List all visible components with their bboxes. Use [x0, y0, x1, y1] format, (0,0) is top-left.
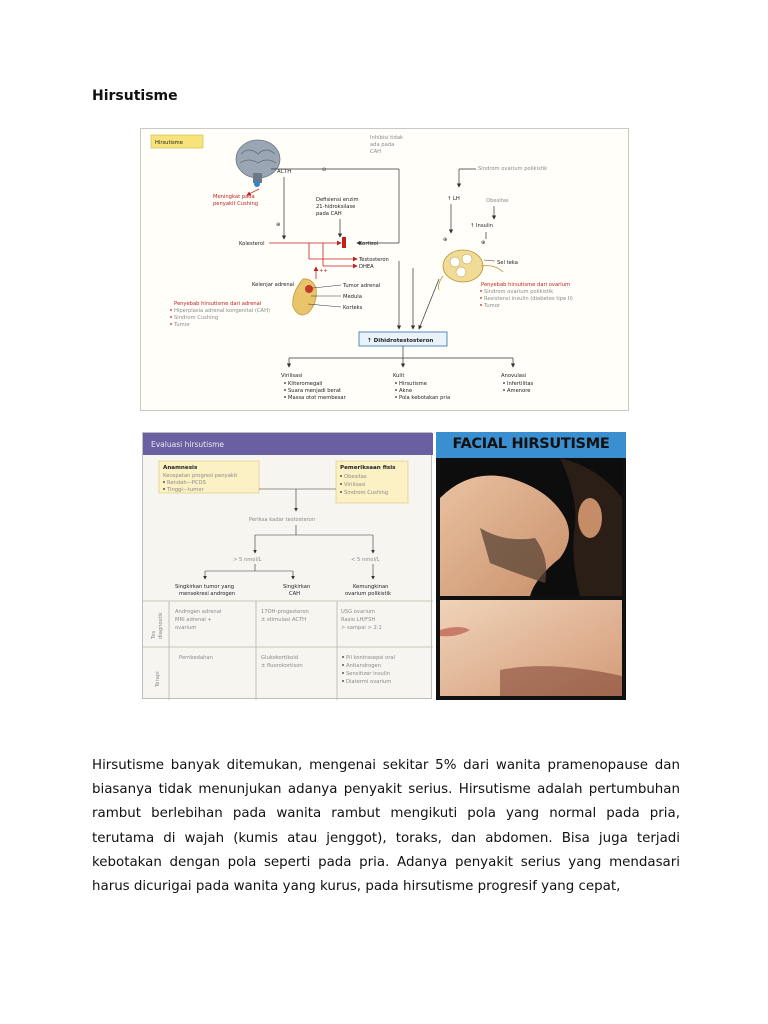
facial-hirsutism-photo-panel: [436, 432, 626, 700]
adrenal-cause-3: Tumor: [174, 322, 191, 328]
plus-sign-lh: ⊕: [443, 237, 448, 243]
double-plus-sign: ++: [319, 268, 328, 274]
cell-r1-c3-line2: Rasio LH/FSH: [341, 617, 376, 623]
physical-exam-title: Pemeriksaan fisis: [340, 465, 396, 471]
cell-r2-c3-line3: Sensitizer insulin: [346, 671, 390, 677]
dht-label: ↑ Dihidrotestosteron: [367, 338, 434, 344]
theca-cell-label: Sel teka: [497, 260, 518, 266]
col1-title-line1: Singkirkan tumor yang: [175, 584, 235, 590]
outcome-item: Amenore: [507, 388, 531, 394]
photo-jawline: [440, 600, 622, 696]
outcome-virilization: [281, 373, 347, 401]
cell-r1-c3-line1: USG ovarium: [341, 609, 376, 615]
lh-label: ↑ LH: [447, 196, 460, 202]
outcome-item: Pola kebotakan pria: [399, 395, 451, 401]
col1-title-line2: mensekresi androgen: [179, 591, 236, 597]
document-title: Hirsutisme: [92, 88, 178, 104]
cell-r2-c3-line4: Diatermi ovarium: [346, 679, 392, 685]
outcome-item: Kliteromegali: [288, 381, 323, 387]
hirsutism-evaluation-figure: [142, 432, 432, 699]
inhibit-minus-sign: ⊖: [322, 167, 327, 173]
ovary-causes-title: Penyebab hirsutisme dari ovarium: [481, 282, 571, 288]
cushing-note-line2: penyakit Cushing: [213, 201, 259, 207]
cell-r2-c3-line2: Antiandrogen: [346, 663, 382, 669]
outcome-skin: [393, 373, 450, 401]
physical-exam-item-1: Obesitas: [344, 474, 367, 480]
dhea-label: DHEA: [359, 264, 374, 270]
cushing-note-line1: Meningkat pada: [213, 194, 255, 200]
cell-r2-c3-line1: Pil kontrasepsi oral: [346, 655, 396, 661]
enzyme-note-line3: pada CAH: [316, 211, 342, 217]
evaluation-header: Evaluasi hirsutisme: [151, 440, 225, 449]
cell-r1-c1-line2: MRI adrenal +: [175, 617, 212, 623]
obesity-label: Obesitas: [486, 198, 509, 204]
outcome-item: Akne: [399, 388, 413, 394]
testosterone-high-label: > 5 nmol/L: [233, 557, 262, 563]
evaluation-flowchart: [143, 433, 433, 700]
cell-r1-c2-line2: ± stimulasi ACTH: [261, 617, 307, 623]
inhibit-note-line1: Inhibisi tidak: [370, 135, 404, 141]
ovary-cause-3: Tumor: [484, 303, 501, 309]
anamnesis-title: Anamnesis: [163, 465, 198, 471]
adrenal-causes-title: Penyebab hirsutisme dari adrenal: [174, 301, 262, 307]
outcome-item: Infertilitas: [507, 381, 534, 387]
cell-r2-c1-line1: Pembedahan: [179, 655, 213, 661]
enzyme-note-line2: 21-hidroksilase: [316, 204, 356, 210]
ovary-cause-1: Sindrom ovarium polikistik: [484, 289, 554, 295]
col3-title-line2: ovarium polikistik: [345, 591, 391, 597]
pathophysiology-diagram: [141, 129, 630, 412]
testosterone-label: Testosteron: [359, 257, 389, 263]
cell-r1-c1-line3: ovarium: [175, 625, 197, 631]
plus-sign-insulin: ⊕: [481, 240, 486, 246]
figure-tag-label: Hirsutisme: [155, 140, 183, 146]
adrenal-cause-1: Hiperplasia adrenal kongenital (CAH): [174, 308, 270, 314]
photo-title: FACIAL HIRSUTISME: [452, 436, 610, 452]
inhibit-note-line3: CAH: [370, 149, 382, 155]
outcome-item: Hirsutisme: [399, 381, 427, 387]
row1-label-line1: Tes: [151, 630, 157, 639]
outcome-anovulation: [501, 373, 534, 394]
photo-chin-neck: [440, 458, 622, 596]
cell-r2-c2-line2: ± fluorokortison: [261, 663, 303, 669]
medulla-label: Medula: [343, 294, 362, 300]
inhibit-note-line2: ada pada: [370, 142, 395, 148]
outcome-title: Virilisasi: [281, 373, 303, 379]
testosterone-low-label: < 5 nmol/L: [351, 557, 380, 563]
plus-sign-acth: ⊕: [276, 222, 281, 228]
anamnesis-subtitle: Kecepatan progresi penyakit: [163, 473, 238, 479]
col3-title-line1: Kemungkinan: [353, 584, 389, 590]
col2-title-line1: Singkirkan: [283, 584, 311, 590]
adrenal-gland-label: Kelenjar adrenal: [252, 282, 295, 288]
row2-label: Terapi: [155, 671, 161, 687]
adrenal-tumor-label: Tumor adrenal: [343, 283, 381, 289]
pcos-label: Sindrom ovarium polikistik: [478, 166, 548, 172]
cell-r1-c2-line1: 17OH-progesteron: [261, 609, 309, 615]
row1-label-line2: diagnostik: [158, 612, 164, 639]
outcome-title: Kulit: [393, 373, 405, 379]
ovary-cause-2: Resistensi insulin (diabetes tipe II): [484, 296, 573, 302]
brain-icon: [236, 140, 280, 187]
hirsutism-pathophysiology-figure: [140, 128, 629, 411]
cholesterol-label: Kolesterol: [239, 241, 265, 247]
cortex-label: Korteks: [343, 305, 363, 311]
adrenal-gland-icon: [293, 279, 317, 315]
cell-r1-c1-line1: Androgen adrenal: [175, 609, 222, 615]
outcome-title: Anovulasi: [501, 373, 527, 379]
enzyme-block-bar: [342, 237, 346, 248]
acth-label: ACTH: [277, 169, 292, 175]
outcome-item: Massa otot membesar: [288, 395, 346, 401]
anamnesis-item-1: Rendah—PCOS: [167, 480, 206, 486]
col2-title-line2: CAH: [289, 591, 301, 597]
physical-exam-item-3: Sindrom Cushing: [344, 490, 389, 496]
outcome-item: Suara menjadi berat: [288, 388, 342, 394]
cortisol-label: Kortisol: [359, 241, 379, 247]
check-testosterone-label: Periksa kadar testosteron: [249, 517, 316, 523]
insulin-label: ↑ Insulin: [470, 223, 493, 229]
cell-r2-c2-line1: Glukokortikoid: [261, 655, 299, 661]
body-paragraph: Hirsutisme banyak ditemukan, mengenai sekitar 5% dari wanita pramenopause dan biasanya tidak menunjukan adanya penyakit serius. Hirsutisme adalah pertumbuhan rambut berlebihan pada wanita rambut mengikuti pola yang normal pada pria, terutama di wajah (kumis atau jenggot), toraks, dan abdomen. Bisa juga terjadi kebotakan dengan pola seperti pada pria. Adanya penyakit serius yang mendasari harus dicurigai pada wanita yang kurus, pada hirsutisme progresif yang cepat,: [92, 758, 680, 895]
physical-exam-item-2: Virilisasi: [344, 482, 366, 488]
cell-r1-c3-line3: > sampai > 2:1: [341, 625, 382, 631]
enzyme-note-line1: Defisiensi enzim: [316, 197, 359, 203]
adrenal-cause-2: Sindrom Cushing: [174, 315, 219, 321]
anamnesis-item-2: Tinggi—tumor: [167, 487, 204, 493]
